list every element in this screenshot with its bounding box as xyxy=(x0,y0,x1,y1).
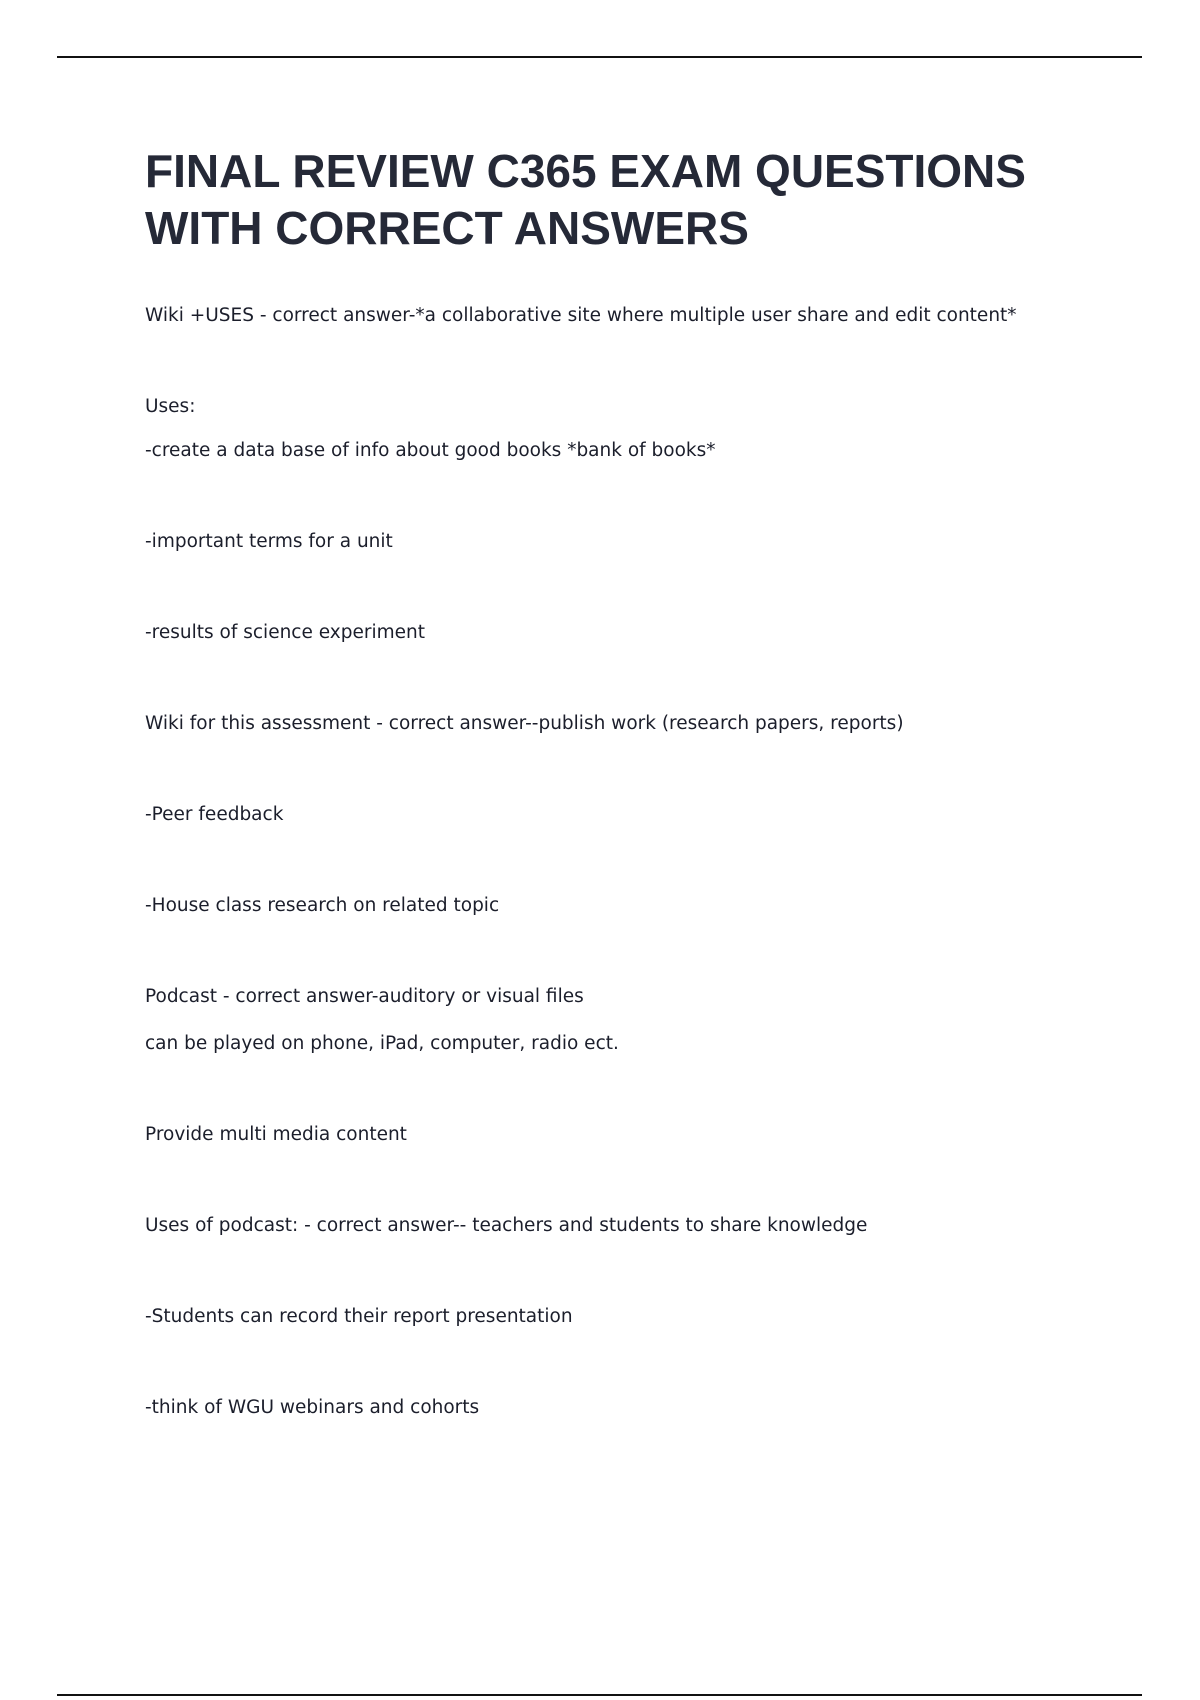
text-line: -important terms for a unit xyxy=(145,531,393,552)
text-line: Wiki +USES - correct answer-*a collaborative site where multiple user share and edit content* xyxy=(145,305,1017,326)
text-line: Wiki for this assessment - correct answer--publish work (research papers, reports) xyxy=(145,713,904,734)
text-line: -Peer feedback xyxy=(145,804,284,825)
text-line: Provide multi media content xyxy=(145,1124,407,1145)
header-rule xyxy=(57,56,1142,58)
text-line: Uses: xyxy=(145,396,196,417)
text-line: -Students can record their report presentation xyxy=(145,1306,573,1327)
page-title: FINAL REVIEW C365 EXAM QUESTIONS WITH CORRECT ANSWERS xyxy=(145,145,1026,254)
text-line: -create a data base of info about good books *bank of books* xyxy=(145,440,716,461)
text-line: Uses of podcast: - correct answer-- teachers and students to share knowledge xyxy=(145,1215,868,1236)
text-line: can be played on phone, iPad, computer, radio ect. xyxy=(145,1033,619,1054)
text-line: -House class research on related topic xyxy=(145,895,500,916)
text-line: Podcast - correct answer-auditory or visual files xyxy=(145,986,584,1007)
text-line: -results of science experiment xyxy=(145,622,425,643)
text-line: -think of WGU webinars and cohorts xyxy=(145,1397,480,1418)
footer-rule xyxy=(57,1694,1142,1696)
